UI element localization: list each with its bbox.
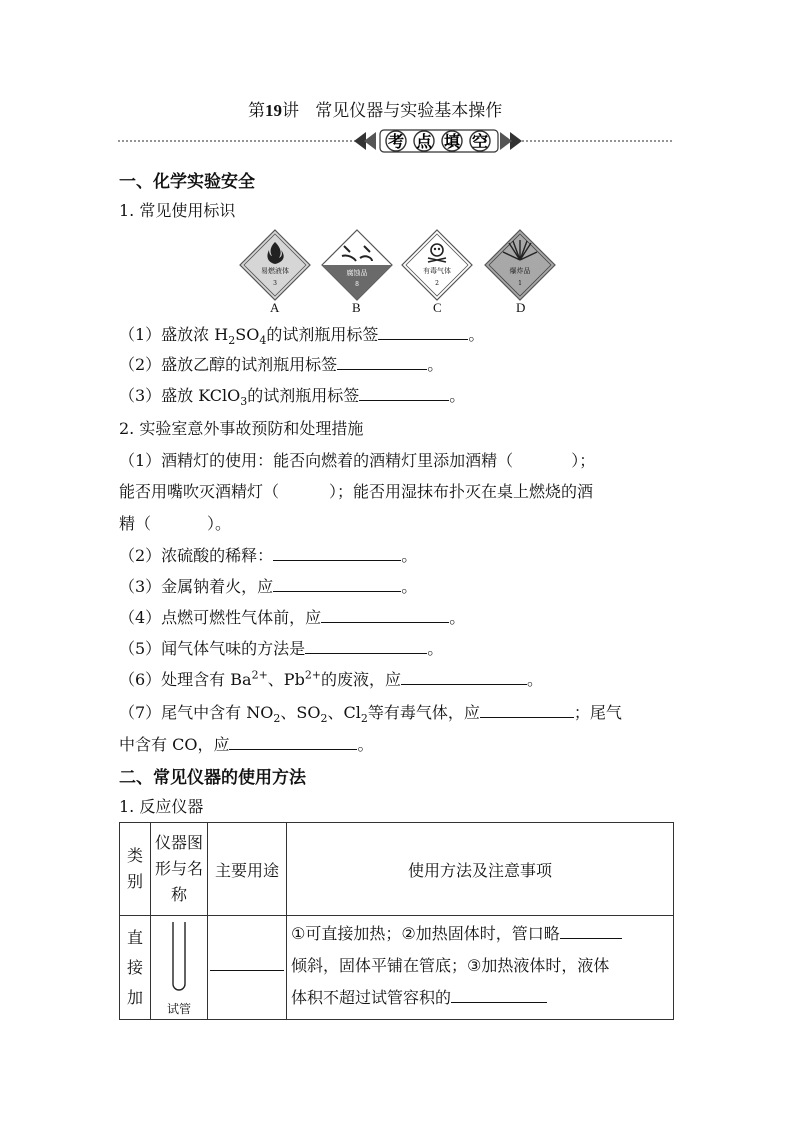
section1-sub1: 1. 常见使用标识 — [119, 201, 236, 220]
sign-d-num: 1 — [518, 280, 522, 287]
question-1: （1）盛放浓 $H_2SO_4$的试剂瓶用标签 。 — [119, 325, 485, 348]
answer-blank[interactable] — [273, 546, 401, 561]
answer-blank[interactable] — [359, 386, 449, 401]
sign-d-label: 爆炸品 — [509, 267, 531, 275]
question-p4: （4）点燃可燃性气体前，应 。 — [119, 608, 466, 627]
question-p7b: 中含有 CO，应 。 — [119, 735, 374, 754]
header-figure: 仪器图 形与名 称 — [151, 823, 208, 916]
title-text: 常见仪器与实验基本操作 — [315, 101, 503, 121]
section1-sub2: 2. 实验室意外事故预防和处理措施 — [119, 419, 364, 438]
answer-blank[interactable] — [305, 639, 427, 654]
question-2: （2）盛放乙醇的试剂瓶用标签 。 — [119, 355, 444, 374]
paragraph-1a: （1）酒精灯的使用：能否向燃着的酒精灯里添加酒精（ ）； — [119, 451, 596, 470]
answer-blank[interactable] — [210, 969, 284, 971]
section1-heading: 一、化学实验安全 — [119, 172, 255, 192]
table-row — [120, 916, 674, 1020]
answer-blank[interactable] — [321, 608, 449, 623]
banner-char-3: 填 — [443, 132, 461, 151]
flame-sign-icon — [238, 228, 312, 302]
test-tube-icon — [167, 920, 191, 996]
sign-letter-d: D — [516, 300, 526, 315]
question-p2: （2）浓硫酸的稀释： 。 — [119, 546, 418, 565]
title-suffix: 讲 — [282, 101, 299, 121]
section-banner — [118, 128, 674, 154]
answer-blank[interactable] — [401, 670, 527, 685]
row1-notes: ①可直接加热；②加热固体时，管口略 倾斜，固体平铺在管底；③加热液体时，液体 体积不超过试管容积的 — [287, 916, 674, 1020]
answer-blank[interactable] — [229, 735, 357, 750]
sign-letter-b: B — [352, 300, 361, 315]
explosion-sign-icon — [483, 228, 557, 302]
paragraph-1b: 能否用嘴吹灭酒精灯（ ）；能否用湿抹布扑灭在桌上燃烧的酒 — [119, 482, 594, 501]
row1-figure — [151, 916, 208, 1020]
corrosive-sign-icon — [320, 228, 394, 302]
sign-a-label: 易燃液体 — [261, 267, 289, 275]
question-3: （3）盛放 KClO$_3$的试剂瓶用标签 。 — [119, 386, 466, 409]
answer-blank[interactable] — [560, 924, 622, 939]
banner-char-1: 考 — [387, 132, 405, 151]
sign-b-label: 腐蚀品 — [346, 269, 368, 277]
skull-sign-icon — [400, 228, 474, 302]
answer-blank[interactable] — [378, 325, 468, 340]
question-p3: （3）金属钠着火，应 。 — [119, 577, 418, 596]
table-header-row — [120, 823, 674, 916]
section2-heading: 二、常见仪器的使用方法 — [119, 768, 306, 788]
question-p6: （6）处理含有 $Ba^{2+}$、$Pb^{2+}$的废液，应 。 — [119, 668, 544, 689]
question-p7: （7）尾气中含有 $NO_2$、$SO_2$、$Cl_2$等有毒气体，应 ；尾气 — [119, 703, 622, 726]
banner-char-4: 空 — [471, 132, 489, 151]
row1-figure-label: 试管 — [166, 1002, 191, 1016]
title-number: 19 — [265, 101, 282, 120]
header-notes: 使用方法及注意事项 — [287, 823, 674, 916]
title-prefix: 第 — [248, 101, 265, 121]
sign-letter-c: C — [433, 300, 442, 315]
sign-c-label: 有毒气体 — [423, 267, 451, 275]
row1-category: 直 接 加 — [120, 916, 151, 1020]
sign-letter-a: A — [270, 300, 280, 315]
answer-blank[interactable] — [480, 703, 574, 718]
answer-blank[interactable] — [273, 577, 401, 592]
paragraph-1c: 精（ ）。 — [119, 514, 232, 533]
header-usage: 主要用途 — [208, 823, 287, 916]
page-title — [248, 96, 502, 121]
row1-usage — [208, 916, 287, 1020]
sign-c-num: 2 — [435, 280, 439, 287]
section2-sub1: 1. 反应仪器 — [119, 797, 204, 816]
question-p5: （5）闻气体气味的方法是 。 — [119, 639, 444, 658]
sign-a-num: 3 — [273, 280, 277, 287]
banner-char-2: 点 — [415, 132, 433, 151]
answer-blank[interactable] — [451, 988, 547, 1003]
sign-b-num: 8 — [355, 281, 359, 288]
header-category: 类 别 — [120, 823, 151, 916]
answer-blank[interactable] — [337, 355, 427, 370]
instrument-table — [119, 822, 674, 1020]
